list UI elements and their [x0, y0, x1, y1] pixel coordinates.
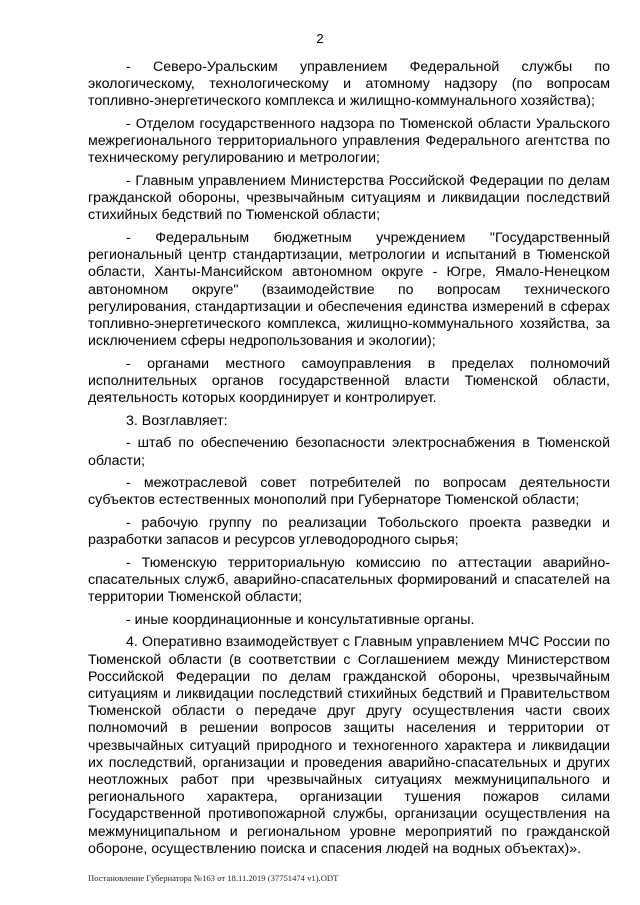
paragraph: 4. Оперативно взаимодействует с Главным управлением МЧС России по Тюменской области (в соответствии с Соглашением между Министерством Российской Федерации по делам гражданской обороны, чрезвычайным ситуациям и ликвидации последствий стихийных бедствий и Правительством Тюменской области о передаче друг другу осуществления части своих полномочий в решении вопросов защиты населения и территории от чрезвычайных ситуаций природного и техногенного характера и ликвидации их последствий, организации и проведения аварийно-спасательных и других неотложных работ при чрезвычайных ситуациях межмуниципального и регионального характера, организации тушения пожаров силами Государственной противопожарной службы, организации осуществления на межмуниципальном и региональном уровне мероприятий по гражданской обороне, осуществлению поиска и спасения людей на водных объектах)». [88, 634, 610, 857]
paragraph: - органами местного самоуправления в пределах полномочий исполнительных органов государственной власти Тюменской области, деятельность которых координирует и контролирует. [88, 355, 610, 407]
paragraph: - Тюменскую территориальную комиссию по аттестации аварийно-спасательных служб, аварийно-спасательных формирований и спасателей на территории Тюменской области; [88, 554, 610, 606]
paragraph: - штаб по обеспечению безопасности электроснабжения в Тюменской области; [88, 435, 610, 469]
paragraph: - Северо-Уральским управлением Федеральной службы по экологическому, технологическому и атомному надзору (по вопросам топливно-энергетического комплекса и жилищно-коммунального хозяйства); [88, 59, 610, 110]
document-body [88, 59, 610, 863]
paragraph: - Федеральным бюджетным учреждением "Государственный региональный центр стандартизации, метрологии и испытаний в Тюменской области, Ханты-Мансийском автономном округе - Югре, Ямало-Ненецком автономном округе" (взаимодействие по вопросам технического регулирования, стандартизации и обеспечения единства измерений в сферах топливно-энергетического комплекса, жилищно-коммунального хозяйства, за исключением сферы недропользования и экологии); [88, 230, 610, 350]
page-number: 2 [316, 31, 324, 46]
section-heading: 3. Возглавляет: [126, 412, 228, 429]
paragraph: - иные координационные и консультативные органы. [126, 611, 475, 628]
paragraph: - Главным управлением Министерства Российской Федерации по делам гражданской обороны, чрезвычайным ситуациям и ликвидации последствий стихийных бедствий по Тюменской области; [88, 173, 610, 224]
paragraph: - межотраслевой совет потребителей по вопросам деятельности субъектов естественных монополий при Губернаторе Тюменской области; [88, 475, 610, 509]
document-footer: Постановление Губернатора №163 от 18.11.2019 (37751474 v1).ODT [88, 873, 339, 883]
paragraph: - рабочую группу по реализации Тобольского проекта разведки и разработки запасов и ресурсов углеводородного сырья; [88, 515, 610, 549]
paragraph: - Отделом государственного надзора по Тюменской области Уральского межрегионального территориального управления Федерального агентства по техническому регулированию и метрологии; [88, 116, 610, 167]
